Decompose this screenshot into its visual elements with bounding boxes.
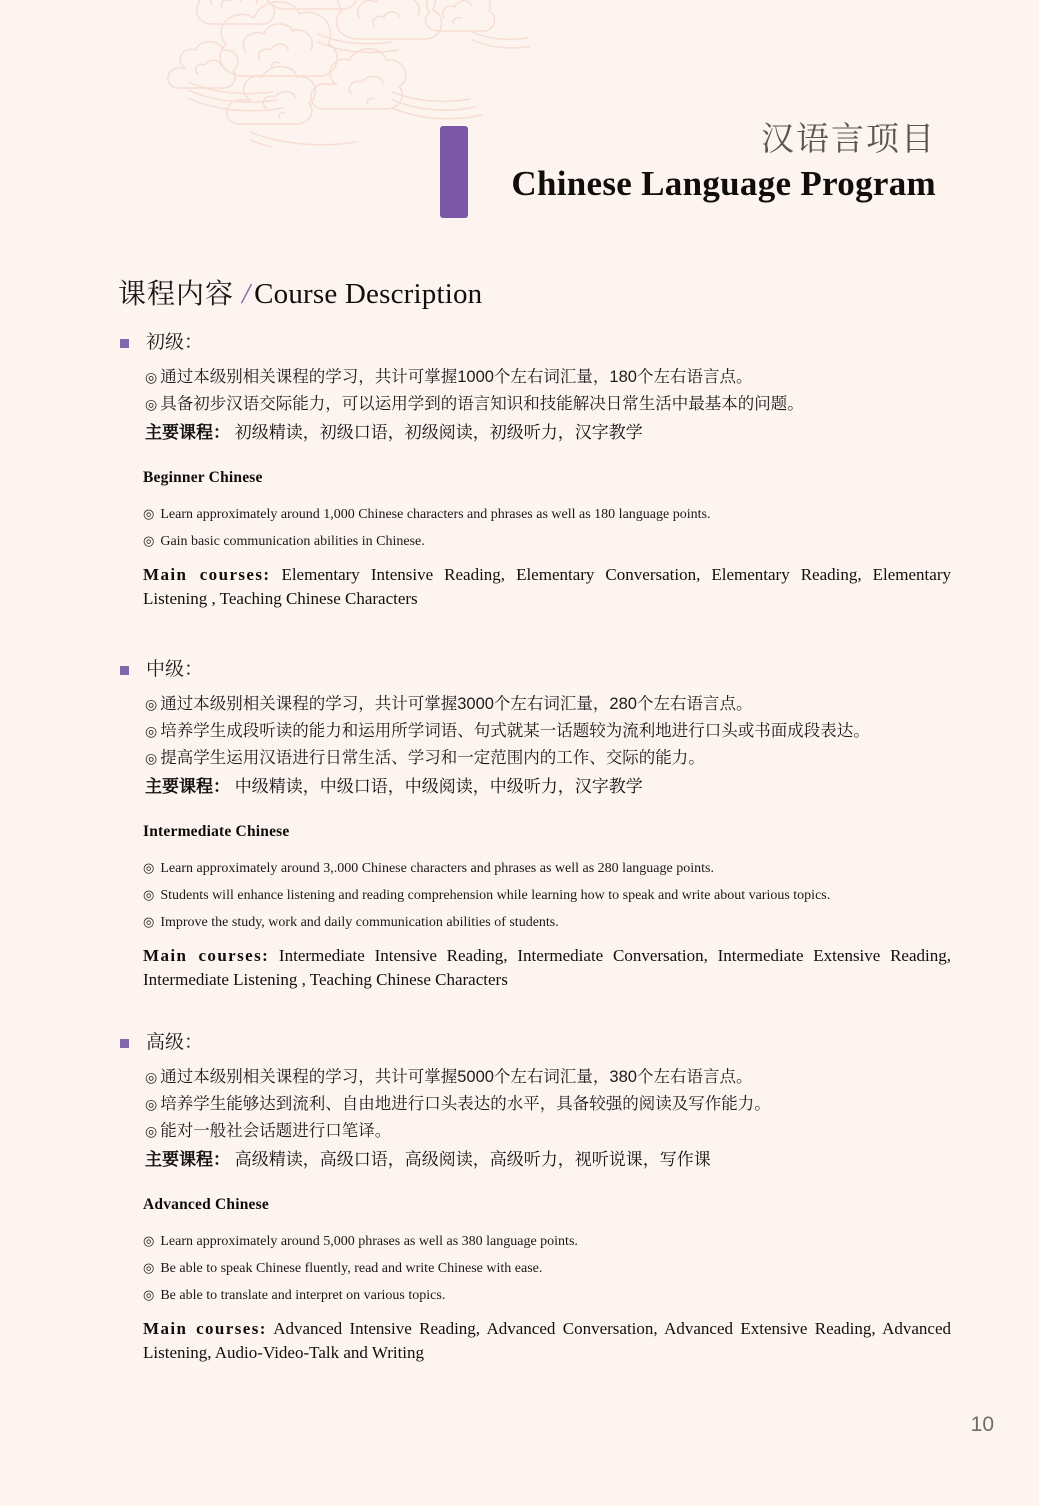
english-main-courses-value: Advanced Intensive Reading, Advanced Conversation, Advanced Extensive Reading, Advanced Listening, Audio-Video-Talk and Writing: [143, 1319, 951, 1362]
english-main-courses-label: Main courses:: [143, 946, 270, 965]
english-bullet-line: [143, 1228, 951, 1255]
english-bullet-line: [143, 1255, 951, 1282]
square-bullet-icon: [120, 666, 129, 675]
page-header: [0, 118, 1039, 228]
ring-bullet-icon: ◎: [143, 914, 155, 929]
chinese-bullet-line: [145, 718, 979, 745]
ring-bullet-icon: ◎: [145, 396, 158, 412]
chinese-bullet-text: 培养学生能够达到流利、自由地进行口头表达的水平，具备较强的阅读及写作能力。: [160, 1095, 771, 1113]
accent-bar: [440, 126, 468, 218]
ring-bullet-icon: ◎: [143, 1233, 155, 1248]
ring-bullet-icon: ◎: [145, 1096, 158, 1112]
page-title-chinese: 汉语言项目: [761, 120, 936, 157]
section-gap: [0, 992, 1039, 1030]
ring-bullet-icon: ◎: [145, 1123, 158, 1139]
english-bullet-text: Be able to speak Chinese fluently, read and write Chinese with ease.: [160, 1261, 543, 1276]
english-main-courses-value: Intermediate Intensive Reading, Intermediate Conversation, Intermediate Extensive Reading, Intermediate Listening , Teaching Chinese Characters: [143, 946, 951, 989]
level-block-advanced: [0, 1030, 1039, 1365]
level-english-block-advanced: [0, 1196, 1039, 1365]
chinese-main-courses-beginner: [145, 418, 979, 447]
level-title-text: 中级：: [146, 659, 204, 680]
english-bullet-line: [143, 882, 951, 909]
english-bullet-text: Learn approximately around 1,000 Chinese characters and phrases as well as 180 language points.: [160, 507, 711, 522]
english-main-courses-advanced: [143, 1317, 951, 1365]
english-level-title: Beginner Chinese: [143, 469, 263, 486]
chinese-bullet-text: 具备初步汉语交际能力，可以运用学到的语言知识和技能解决日常生活中最基本的问题。: [160, 395, 804, 413]
ring-bullet-icon: ◎: [145, 1069, 158, 1085]
english-bullet-text: Be able to translate and interpret on various topics.: [160, 1288, 446, 1303]
english-main-courses-intermediate: [143, 944, 951, 992]
chinese-main-courses-value: 高级精读，高级口语，高级阅读，高级听力，视听说课，写作课: [230, 1150, 711, 1169]
chinese-main-courses-value: 初级精读，初级口语，初级阅读，初级听力，汉字教学: [230, 423, 643, 442]
english-bullet-text: Students will enhance listening and reading comprehension while learning how to speak and write about various topics.: [160, 888, 831, 903]
english-main-courses-beginner: [143, 563, 951, 611]
english-level-title: Advanced Chinese: [143, 1196, 269, 1213]
ring-bullet-icon: ◎: [145, 369, 158, 385]
chinese-main-courses-label: 主要课程：: [145, 1150, 230, 1169]
level-english-block-intermediate: [0, 823, 1039, 992]
ring-bullet-icon: ◎: [143, 887, 155, 902]
english-bullet-text: Gain basic communication abilities in Chinese.: [160, 534, 425, 549]
course-description-content: [0, 330, 1039, 1365]
square-bullet-icon: [120, 339, 129, 348]
level-english-block-beginner: [0, 469, 1039, 611]
chinese-bullet-line: [145, 391, 979, 418]
level-title-text: 高级：: [146, 1032, 204, 1053]
chinese-bullet-text: 培养学生成段听读的能力和运用所学词语、句式就某一话题较为流利地进行口头或书面成段表达。: [160, 722, 870, 740]
section-heading-english: Course Description: [254, 278, 483, 310]
chinese-main-courses-value: 中级精读，中级口语，中级阅读，中级听力，汉字教学: [230, 777, 643, 796]
chinese-bullet-text: 通过本级别相关课程的学习，共计可掌握1000个左右词汇量，180个左右语言点。: [160, 368, 753, 386]
ring-bullet-icon: ◎: [145, 696, 158, 712]
ring-bullet-icon: ◎: [143, 860, 155, 875]
english-bullet-line: [143, 909, 951, 936]
chinese-bullet-text: 提高学生运用汉语进行日常生活、学习和一定范围内的工作、交际的能力。: [160, 749, 705, 767]
section-heading-chinese: 课程内容: [118, 278, 235, 309]
chinese-bullet-text: 通过本级别相关课程的学习，共计可掌握5000个左右词汇量，380个左右语言点。: [160, 1068, 753, 1086]
ring-bullet-icon: ◎: [143, 1287, 155, 1302]
english-bullet-text: Learn approximately around 5,000 phrases as well as 380 language points.: [160, 1234, 578, 1249]
ring-bullet-icon: ◎: [143, 506, 155, 521]
level-title-text: 初级：: [146, 332, 204, 353]
chinese-main-courses-advanced: [145, 1145, 979, 1174]
english-main-courses-label: Main courses:: [143, 565, 271, 584]
chinese-bullet-line: [145, 691, 979, 718]
english-bullet-line: [143, 1282, 951, 1309]
level-title-beginner: [0, 330, 1039, 356]
section-heading-separator: /: [242, 278, 251, 310]
level-block-intermediate: [0, 657, 1039, 992]
page-title-english: Chinese Language Program: [511, 164, 936, 203]
title-stack: [511, 118, 936, 208]
chinese-bullet-line: [145, 745, 979, 772]
ring-bullet-icon: ◎: [143, 1260, 155, 1275]
ring-bullet-icon: ◎: [145, 723, 158, 739]
chinese-main-courses-label: 主要课程：: [145, 777, 230, 796]
section-gap: [0, 611, 1039, 657]
ring-bullet-icon: ◎: [145, 750, 158, 766]
english-bullet-line: [143, 501, 951, 528]
english-bullet-line: [143, 528, 951, 555]
english-main-courses-value: Elementary Intensive Reading, Elementary Conversation, Elementary Reading, Elementary Listening , Teaching Chinese Characters: [143, 565, 951, 608]
level-chinese-lines-intermediate: [0, 691, 1039, 801]
square-bullet-icon: [120, 1039, 129, 1048]
level-title-intermediate: [0, 657, 1039, 683]
chinese-main-courses-intermediate: [145, 772, 979, 801]
page-number: 10: [970, 1413, 994, 1436]
chinese-bullet-line: [145, 1118, 979, 1145]
level-chinese-lines-advanced: [0, 1064, 1039, 1174]
english-bullet-line: [143, 855, 951, 882]
section-heading: [118, 272, 482, 312]
chinese-bullet-line: [145, 1091, 979, 1118]
chinese-bullet-text: 能对一般社会话题进行口笔译。: [160, 1122, 392, 1140]
level-title-advanced: [0, 1030, 1039, 1056]
level-block-beginner: [0, 330, 1039, 611]
chinese-bullet-line: [145, 364, 979, 391]
english-bullet-text: Improve the study, work and daily communication abilities of students.: [160, 915, 559, 930]
english-main-courses-label: Main courses:: [143, 1319, 267, 1338]
ring-bullet-icon: ◎: [143, 533, 155, 548]
chinese-bullet-line: [145, 1064, 979, 1091]
english-level-title: Intermediate Chinese: [143, 823, 290, 840]
chinese-main-courses-label: 主要课程：: [145, 423, 230, 442]
chinese-bullet-text: 通过本级别相关课程的学习，共计可掌握3000个左右词汇量，280个左右语言点。: [160, 695, 753, 713]
level-chinese-lines-beginner: [0, 364, 1039, 447]
english-bullet-text: Learn approximately around 3,.000 Chinese characters and phrases as well as 280 language points.: [160, 861, 714, 876]
